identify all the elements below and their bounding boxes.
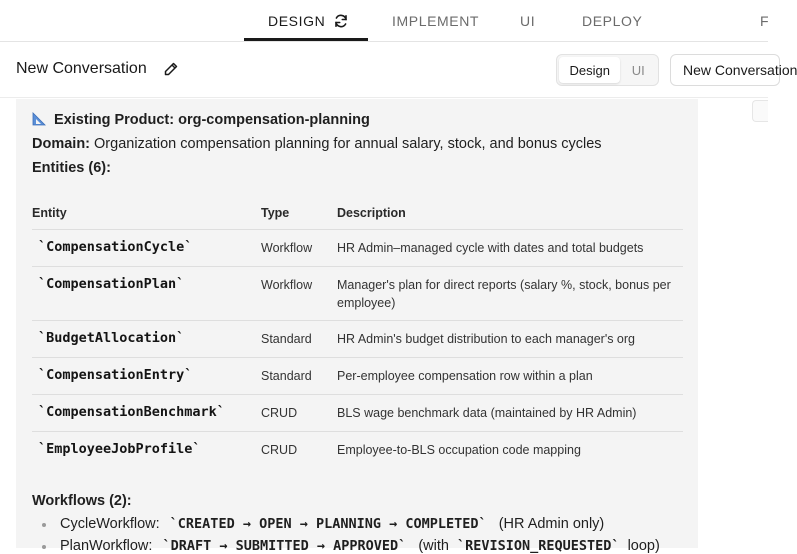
- tab-truncated[interactable]: [760, 0, 769, 41]
- triangular-ruler-icon: [32, 112, 46, 130]
- workflow-states: `CREATED → OPEN → PLANNING → COMPLETED`: [169, 516, 487, 532]
- domain-line: [32, 136, 602, 152]
- table-row: [32, 230, 683, 266]
- domain-text: Organization compensation planning for annual salary, stock, and bonus cycles: [94, 136, 602, 152]
- tab-truncated-label: F: [760, 12, 770, 29]
- table-row: [32, 395, 683, 431]
- entity-description: HR Admin's budget distribution to each manager's org: [337, 332, 635, 346]
- conversation-select[interactable]: New Conversation: [670, 54, 780, 86]
- product-label: Existing Product:: [54, 112, 175, 128]
- conversation-title: New Conversation: [16, 60, 147, 77]
- tab-ui-label: UI: [520, 12, 536, 29]
- toggle-ui-button[interactable]: UI: [631, 62, 645, 78]
- workflow-tail: loop): [627, 538, 660, 554]
- workflow-states: `DRAFT → SUBMITTED → APPROVED`: [162, 538, 407, 554]
- entity-type: CRUD: [261, 406, 298, 420]
- table-row: [32, 432, 683, 468]
- tab-implement[interactable]: [392, 0, 479, 41]
- toggle-design-button[interactable]: Design: [559, 57, 620, 83]
- workflow-item: [60, 516, 604, 532]
- entity-name: `BudgetAllocation`: [38, 330, 185, 346]
- tab-design-label: DESIGN: [268, 12, 326, 29]
- entity-name: `CompensationBenchmark`: [38, 404, 225, 420]
- workflow-note: (with: [418, 538, 449, 554]
- entity-name: `CompensationPlan`: [38, 276, 185, 292]
- column-header-description: Description: [337, 206, 406, 220]
- entity-description: Per-employee compensation row within a plan: [337, 369, 593, 383]
- table-row: [32, 321, 683, 357]
- entity-description: HR Admin–managed cycle with dates and total budgets: [337, 241, 644, 255]
- workflow-item: [60, 538, 660, 554]
- entity-description: BLS wage benchmark data (maintained by HR Admin): [337, 406, 637, 420]
- entity-type: Standard: [261, 332, 312, 346]
- tab-deploy[interactable]: [582, 0, 642, 41]
- entity-description: Manager's plan for direct reports (salary %, stock, bonus per employee): [337, 278, 671, 310]
- entity-name: `CompensationCycle`: [38, 239, 193, 255]
- side-panel-icon[interactable]: [752, 100, 768, 122]
- tab-deploy-label: DEPLOY: [582, 12, 643, 29]
- active-tab-indicator: [244, 38, 368, 41]
- workflow-name: CycleWorkflow:: [60, 516, 160, 532]
- table-row: [32, 358, 683, 394]
- product-name: org-compensation-planning: [178, 112, 370, 128]
- workflows-heading: Workflows (2):: [32, 493, 132, 509]
- refresh-icon[interactable]: [333, 13, 349, 29]
- tab-implement-label: IMPLEMENT: [392, 12, 480, 29]
- tab-design[interactable]: [268, 0, 349, 41]
- entity-name: `CompensationEntry`: [38, 367, 193, 383]
- bullet-dot: [42, 523, 46, 527]
- entity-description: Employee-to-BLS occupation code mapping: [337, 443, 581, 457]
- view-toggle: [556, 54, 659, 86]
- entity-type: Workflow: [261, 241, 313, 255]
- tab-ui[interactable]: [520, 0, 535, 41]
- entities-heading: Entities (6):: [32, 160, 111, 176]
- workflow-note: (HR Admin only): [498, 516, 605, 532]
- entity-type: CRUD: [261, 443, 298, 457]
- column-header-entity: Entity: [32, 206, 67, 220]
- entity-type: Standard: [261, 369, 312, 383]
- product-line: [32, 112, 370, 130]
- bullet-dot: [42, 545, 46, 549]
- pencil-icon[interactable]: [163, 61, 179, 77]
- workflow-extra-state: `REVISION_REQUESTED`: [456, 538, 620, 554]
- entity-name: `EmployeeJobProfile`: [38, 441, 201, 457]
- entity-type: Workflow: [261, 278, 313, 292]
- workflow-name: PlanWorkflow:: [60, 538, 153, 554]
- assistant-message: [16, 99, 698, 554]
- column-header-type: Type: [261, 206, 290, 220]
- conversation-header: [0, 42, 797, 98]
- domain-label: Domain:: [32, 136, 90, 152]
- table-row: [32, 267, 683, 320]
- top-tab-bar: [0, 0, 768, 42]
